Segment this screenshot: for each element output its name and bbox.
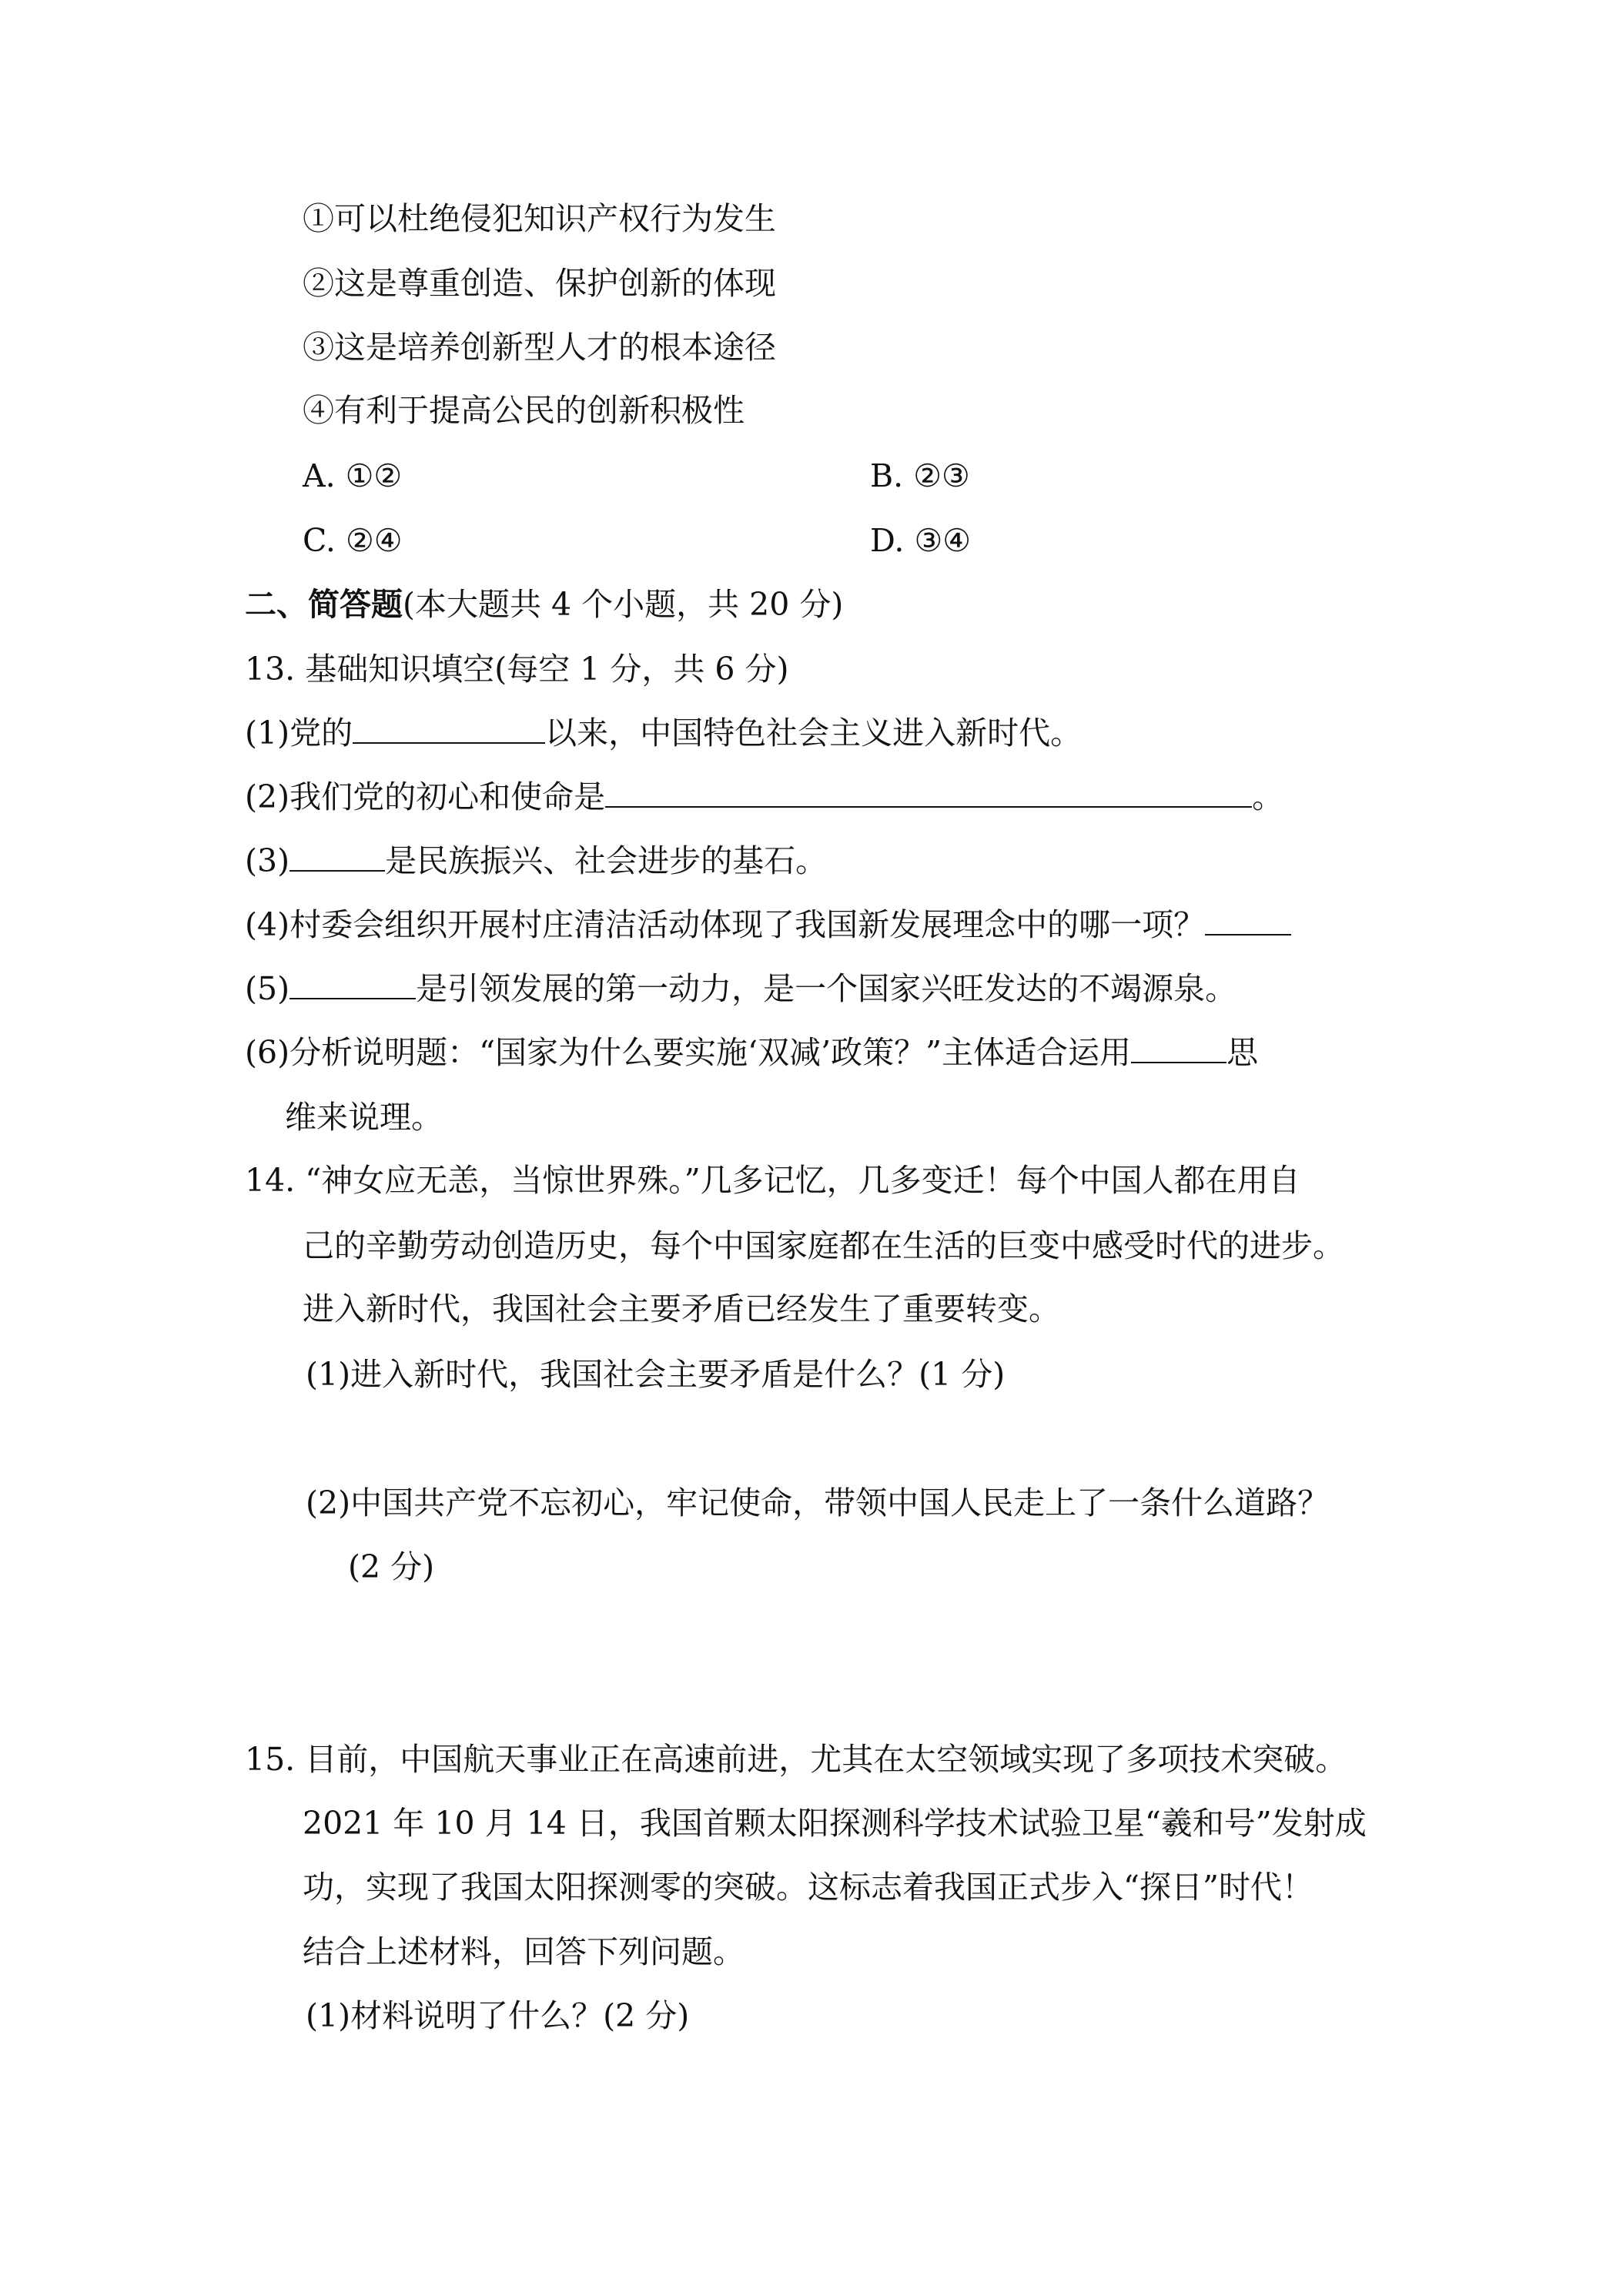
q15-line2: 2021 年 10 月 14 日，我国首颗太阳探测科学技术试验卫星“羲和号”发射成 — [303, 1805, 1367, 1842]
fill-blank-2[interactable] — [605, 775, 1252, 808]
q13-part5-prefix: (5) — [245, 970, 290, 1007]
q15-sub1: (1)材料说明了什么？(2 分) — [306, 1997, 690, 2034]
fill-blank-6[interactable] — [1131, 1031, 1226, 1063]
option-d: D. ③④ — [870, 522, 971, 559]
q15-line3: 功，实现了我国太阳探测零的突破。这标志着我国正式步入“探日”时代！ — [303, 1869, 1313, 1906]
q13-part3 — [245, 839, 827, 882]
section-info: (本大题共 4 个小题，共 20 分) — [403, 586, 844, 623]
q13-part1-prefix: (1)党的 — [245, 715, 353, 751]
fill-blank-5[interactable] — [289, 967, 416, 999]
option-b: B. ②③ — [870, 457, 970, 494]
q14-sub2: (2)中国共产党不忘初心，牢记使命，带领中国人民走上了一条什么道路？ — [306, 1484, 1330, 1521]
q14-line1: 14. “神女应无恙，当惊世界殊。”几多记忆，几多变迁！每个中国人都在用自 — [245, 1162, 1300, 1199]
q13-part1 — [245, 711, 1082, 755]
statement-2: ②这是尊重创造、保护创新的体现 — [303, 265, 776, 302]
q13-part3-prefix: (3) — [245, 842, 290, 879]
section-heading — [245, 583, 843, 626]
fill-blank-1[interactable] — [353, 711, 545, 744]
fill-blank-3[interactable] — [289, 839, 385, 872]
q15-line4: 结合上述材料，回答下列问题。 — [303, 1933, 745, 1970]
q13-part2 — [245, 775, 1283, 818]
q13-part6-prefix: (6)分析说明题：“国家为什么要实施‘双减’政策？”主体适合运用 — [245, 1034, 1132, 1071]
option-a: A. ①② — [303, 457, 403, 494]
q14-sub2-score: (2 分) — [348, 1548, 435, 1585]
q13-part2-suffix: 。 — [1252, 778, 1284, 815]
statement-4: ④有利于提高公民的创新积极性 — [303, 392, 745, 429]
fill-blank-4[interactable] — [1205, 903, 1291, 935]
q13-part5 — [245, 967, 1236, 1010]
q13-part2-prefix: (2)我们党的初心和使命是 — [245, 778, 606, 815]
q13-part6-continued: 维来说理。 — [285, 1099, 443, 1136]
q14-line2: 己的辛勤劳动创造历史，每个中国家庭都在生活的巨变中感受时代的进步。 — [303, 1227, 1344, 1264]
option-c: C. ②④ — [303, 522, 403, 559]
q13-part6-suffix: 思 — [1226, 1034, 1259, 1071]
q13-part3-suffix: 是民族振兴、社会进步的基石。 — [385, 842, 828, 879]
q13-part4-prefix: (4)村委会组织开展村庄清洁活动体现了我国新发展理念中的哪一项？ — [245, 906, 1206, 943]
q14-sub1: (1)进入新时代，我国社会主要矛盾是什么？(1 分) — [306, 1356, 1006, 1393]
q13-part5-suffix: 是引领发展的第一动力，是一个国家兴旺发达的不竭源泉。 — [416, 970, 1237, 1007]
statement-3: ③这是培养创新型人才的根本途径 — [303, 329, 776, 366]
q13-part6 — [245, 1031, 1258, 1074]
q13-part4 — [245, 903, 1291, 946]
q15-line1: 15. 目前，中国航天事业正在高速前进，尤其在太空领域实现了多项技术突破。 — [245, 1741, 1347, 1778]
q13-part1-suffix: 以来，中国特色社会主义进入新时代。 — [545, 715, 1083, 751]
q13-stem: 13. 基础知识填空(每空 1 分，共 6 分) — [245, 651, 789, 688]
section-title: 二、简答题 — [245, 586, 403, 623]
q14-line3: 进入新时代，我国社会主要矛盾已经发生了重要转变。 — [303, 1290, 1060, 1327]
statement-1: ①可以杜绝侵犯知识产权行为发生 — [303, 200, 776, 237]
